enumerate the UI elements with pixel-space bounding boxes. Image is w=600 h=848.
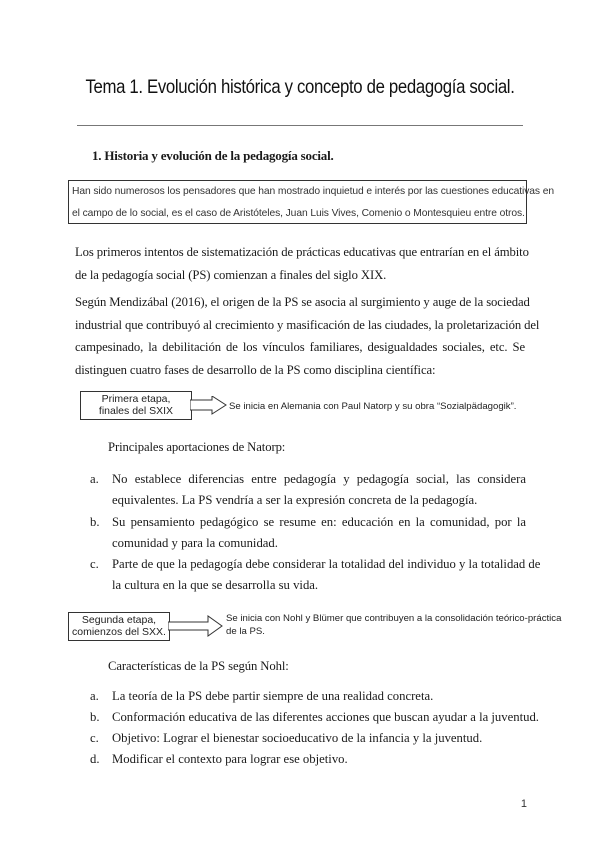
list-marker: b. <box>90 515 100 529</box>
list-marker: a. <box>90 689 99 703</box>
list-text: Conformación educativa de las diferentes acciones que buscan ayudar a la juventud. <box>112 710 539 724</box>
list-line: equivalentes. La PS vendría a ser la expresión concreta de la pedagogía. <box>112 493 478 507</box>
list-marker: a. <box>90 472 99 486</box>
list-line: Su pensamiento pedagógico se resume en: educación en la comunidad, por la <box>112 515 526 529</box>
stage2-box-line: comienzos del SXX. <box>72 626 166 638</box>
paragraph-line: de la pedagogía social (PS) comienzan a finales del siglo XIX. <box>75 267 387 282</box>
list-marker: c. <box>90 557 99 571</box>
paragraph-line: Los primeros intentos de sistematización de prácticas educativas que entrarían en el ámbito <box>75 245 529 259</box>
section-heading: 1. Historia y evolución de la pedagogía social. <box>92 148 334 163</box>
page-number: 1 <box>520 798 527 810</box>
stage1-description: Se inicia en Alemania con Paul Natorp y su obra “Sozialpädagogik”. <box>229 401 517 412</box>
stage1-box-line: Primera etapa, <box>101 393 171 405</box>
list-text: Objetivo: Lograr el bienestar socioeducativo de la infancia y la juventud. <box>112 731 483 745</box>
paragraph-origin <box>75 291 540 381</box>
stage1-arrow-icon <box>190 396 230 416</box>
stage2-box <box>68 612 170 641</box>
paragraph-line: campesinado, la debilitación de los vínculos familiares, desigualdades sociales, etc. Se <box>75 340 525 355</box>
list-text: Modificar el contexto para lograr ese objetivo. <box>112 752 348 766</box>
quote-box <box>68 180 554 224</box>
stage2-arrow-icon <box>168 614 226 638</box>
stage2-description-line: de la PS. <box>226 625 265 637</box>
paragraph-line: distinguen cuatro fases de desarrollo de la PS como disciplina científica: <box>75 362 436 377</box>
nohl-heading: Características de la PS según Nohl: <box>108 659 289 673</box>
document-title: Tema 1. Evolución histórica y concepto de pedagogía social. <box>85 76 515 98</box>
title-divider <box>77 125 523 126</box>
list-marker: b. <box>90 710 100 724</box>
list-line: No establece diferencias entre pedagogía y pedagogía social, las considera <box>112 472 526 486</box>
quote-line: Han sido numerosos los pensadores que han mostrado inquietud e interés por las cuestiones educativas en <box>72 186 554 197</box>
paragraph-line: Según Mendizábal (2016), el origen de la PS se asocia al surgimiento y auge de la sociedad <box>75 295 530 309</box>
stage1-box <box>80 391 192 420</box>
list-marker: d. <box>90 752 100 766</box>
natorp-heading: Principales aportaciones de Natorp: <box>108 440 286 454</box>
stage1-box-line: finales del SXIX <box>98 405 174 417</box>
quote-line: el campo de lo social, es el caso de Aristóteles, Juan Luis Vives, Comenio o Montesquieu entre otros. <box>72 208 525 219</box>
stage2-description <box>226 613 561 638</box>
list-marker: c. <box>90 731 99 745</box>
paragraph-line: industrial que contribuyó al crecimiento y masificación de las ciudades, la proletarización del <box>75 317 540 332</box>
list-line: comunidad y para la comunidad. <box>112 536 278 550</box>
stage2-box-line: Segunda etapa, <box>81 614 157 626</box>
list-line: Parte de que la pedagogía debe considerar la totalidad del individuo y la totalidad de <box>112 557 541 571</box>
stage2-description-line: Se inicia con Nohl y Blümer que contribuyen a la consolidación teórico-práctica <box>226 613 562 624</box>
paragraph-intro <box>75 241 529 286</box>
list-line: la cultura en la que se desarrolla su vida. <box>112 578 319 592</box>
list-text: La teoría de la PS debe partir siempre de una realidad concreta. <box>112 689 434 703</box>
